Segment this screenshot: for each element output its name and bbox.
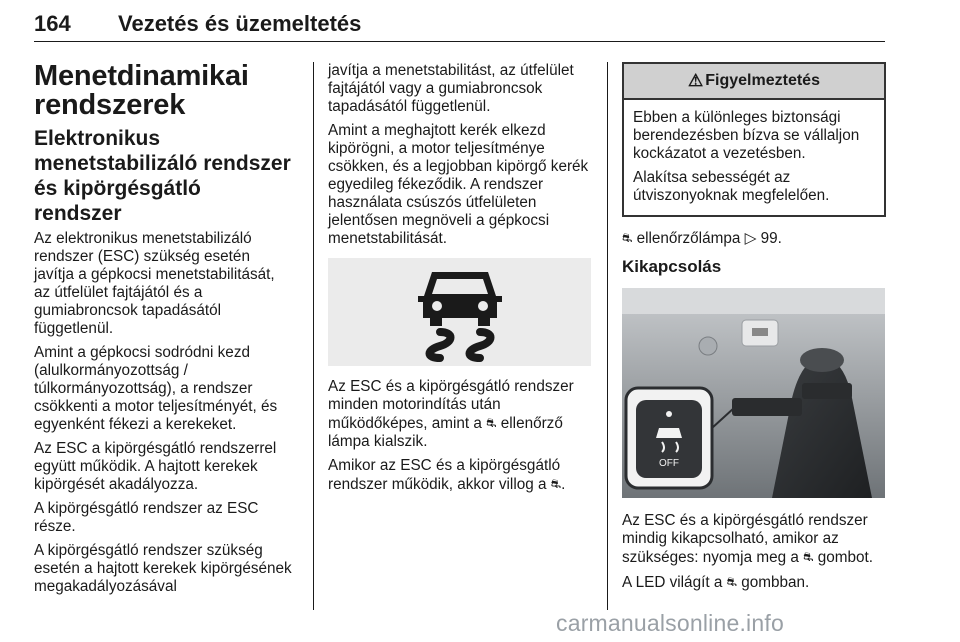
paragraph: Az ESC és a kipörgésgátló rendszer minden motorindítás után működőképes, amint a ⛐ ellenőrző lámpa kialszik. (328, 378, 574, 450)
warning-header (624, 64, 884, 100)
section-title: Menetdinamikai rendszerek (34, 60, 249, 121)
subsection-title: Elektronikus menetstabilizáló rendszer és kipörgésgátló rendszer (34, 127, 291, 225)
esc-lamp-icon: ⛐ (622, 231, 633, 245)
column-1 (34, 62, 294, 602)
console-illustration (622, 288, 885, 498)
esc-lamp-icon: ⛐ (550, 477, 562, 491)
console-photo (622, 288, 885, 498)
column-divider-2 (607, 62, 608, 610)
warning-title: Figyelmeztetés (705, 72, 820, 89)
warning-triangle-icon: ⚠ (688, 71, 704, 90)
paragraph: A kipörgésgátló rendszer szükség esetén a hajtott kerekek kipörgésének megakadályozásával (34, 542, 292, 595)
warning-text: Alakítsa sebességét az útviszonyoknak megfelelően. (633, 169, 830, 204)
watermark: carmanualsonline.info (556, 610, 784, 636)
cross-reference: ⛐ ellenőrzőlámpa ▷ 99. (622, 230, 782, 247)
page-header (34, 7, 885, 42)
esc-symbol-figure (328, 258, 591, 366)
paragraph: Az ESC és a kipörgésgátló rendszer mindig kikapcsolható, amikor az szükséges: nyomja meg a ⛐ gombot. (622, 512, 873, 566)
esc-skid-car-icon (410, 262, 510, 362)
esc-off-button-icon: ⛐ (726, 575, 737, 589)
paragraph: javítja a menetstabilitást, az útfelület fajtájától vagy a gumiabroncsok tapadásától függetlenül. (328, 62, 574, 115)
paragraph: A kipörgésgátló rendszer az ESC része. (34, 500, 259, 535)
column-divider-1 (313, 62, 314, 610)
paragraph: Amint a meghajtott kerék elkezd kipörögni, a motor teljesítménye csökken, és a legjobban kipörgő kerék egyedileg fékeződik. A rendszer használata csúszós útfelületen jelentősen megnöveli a gépkocsi menetstabilitását. (328, 122, 589, 247)
esc-off-button-icon: ⛐ (803, 550, 814, 564)
page-number: 164 (34, 11, 71, 36)
paragraph: Amint a gépkocsi sodródni kezd (alulkormányozottság / túlkormányozottság), a rendszer csökkenti a motor teljesítményét, és egyenként fékezi a kerekeket. (34, 344, 278, 433)
chapter-title: Vezetés és üzemeltetés (118, 11, 362, 36)
paragraph: Amikor az ESC és a kipörgésgátló rendszer működik, akkor villog a ⛐. (328, 457, 566, 493)
column-3 (622, 62, 886, 598)
warning-box (622, 62, 886, 217)
reference-link[interactable]: 99. (760, 230, 782, 247)
column-2 (328, 62, 593, 500)
paragraph: A LED világít a ⛐ gombban. (622, 574, 810, 591)
off-button-label: OFF (659, 458, 679, 469)
paragraph: Az elektronikus menetstabilizáló rendszer (ESC) szükség esetén javítja a gépkocsi menetstabilitását, az útfelület fajtájától és a gumiabroncsok tapadásától függetlenül. (34, 230, 275, 337)
page-reference-arrow-icon: ▷ (744, 230, 757, 247)
section-heading: Kikapcsolás (622, 257, 722, 276)
paragraph: Az ESC a kipörgésgátló rendszerrel együtt működik. A hajtott kerekek kipörgését akadályozza. (34, 440, 277, 493)
warning-text: Ebben a különleges biztonsági berendezésben bízva se vállaljon kockázatot a vezetésben. (633, 109, 860, 162)
warning-body (624, 100, 884, 215)
esc-lamp-icon: ⛐ (486, 416, 497, 430)
